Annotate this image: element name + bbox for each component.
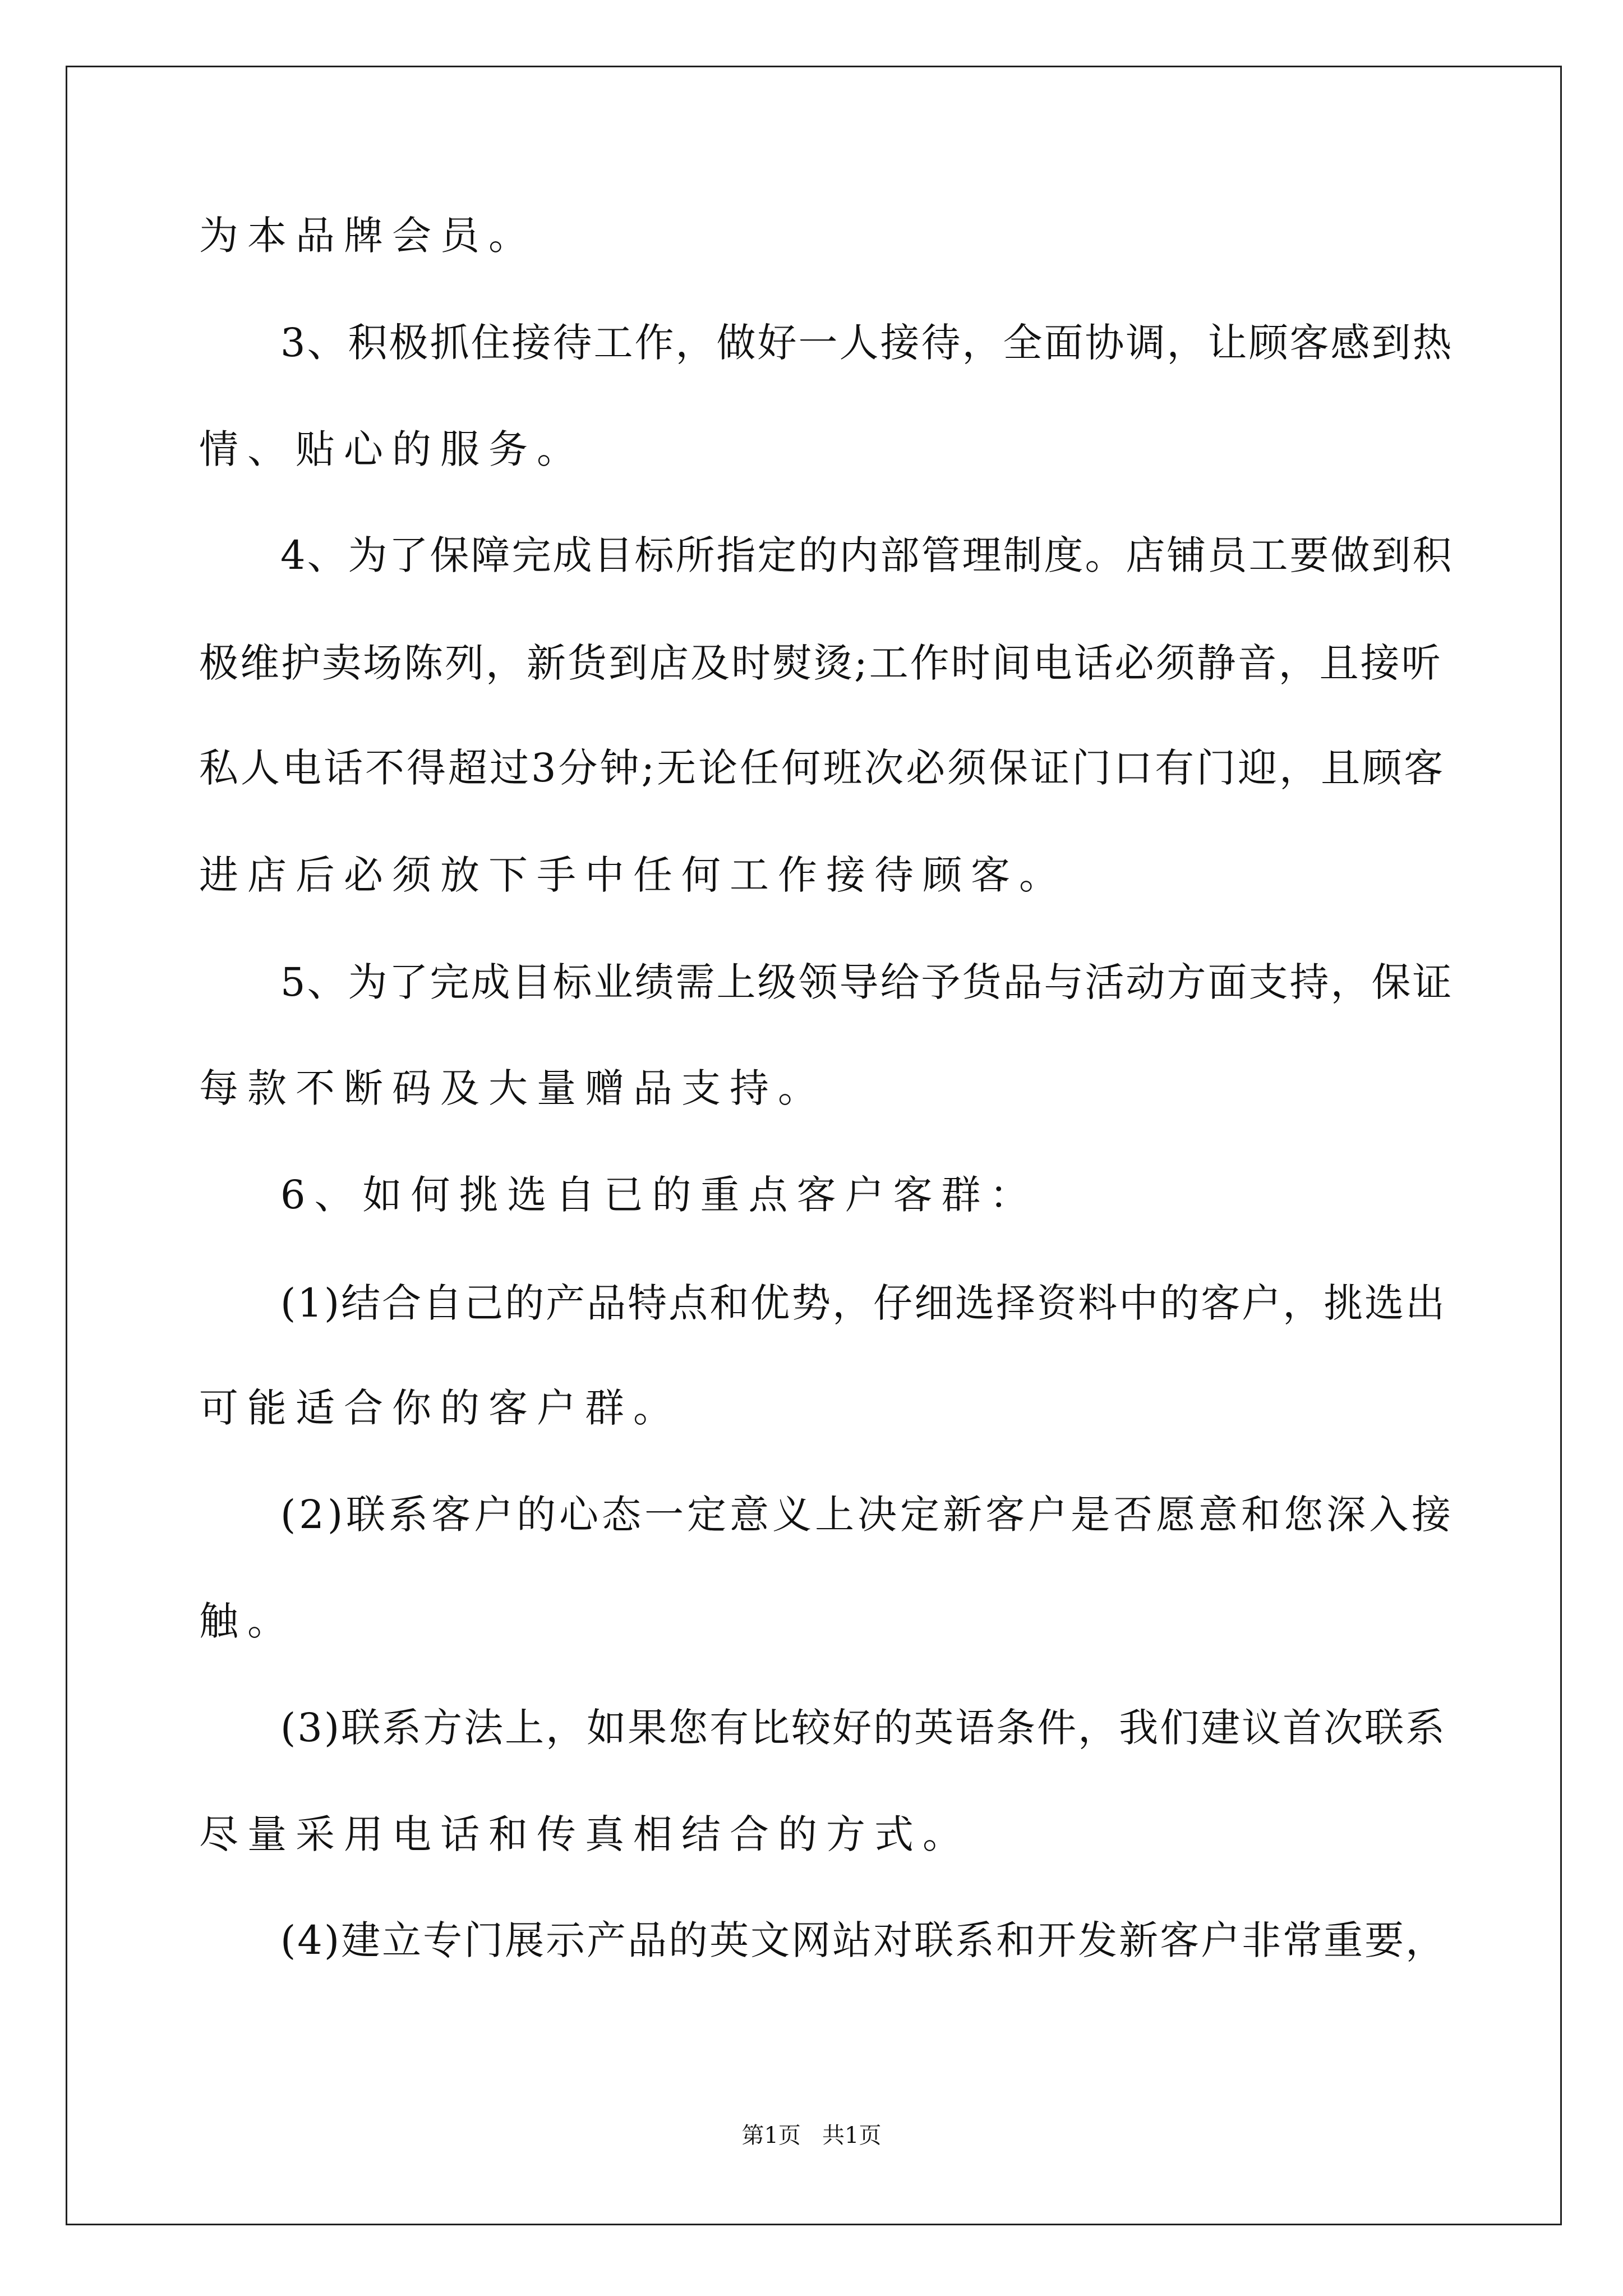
text-line: 每款不断码及大量赠品支持。 (199, 1065, 826, 1111)
text-line: 4、为了保障完成目标所指定的内部管理制度。店铺员工要做到积 (280, 532, 1454, 578)
text-line: 可能适合你的客户群。 (199, 1385, 681, 1431)
text-line: (4)建立专门展示产品的英文网站对联系和开发新客户非常重要， (280, 1917, 1447, 1963)
text-line: 情、贴心的服务。 (199, 426, 585, 472)
page-border (66, 66, 1562, 2225)
text-line: 尽量采用电话和传真相结合的方式。 (199, 1811, 971, 1857)
text-line: 5、为了完成目标业绩需上级领导给予货品与活动方面支持，保证 (280, 959, 1454, 1005)
text-line: (2)联系客户的心态一定意义上决定新客户是否愿意和您深入接 (280, 1492, 1455, 1538)
text-line: (3)联系方法上，如果您有比较好的英语条件，我们建议首次联系 (280, 1705, 1447, 1751)
text-line: 触。 (199, 1598, 296, 1644)
text-line: 为本品牌会员。 (199, 213, 537, 259)
text-line: 私人电话不得超过3分钟;无论任何班次必须保证门口有门迎，且顾客 (199, 745, 1446, 791)
text-line: (1)结合自己的产品特点和优势，仔细选择资料中的客户，挑选出 (280, 1280, 1447, 1326)
text-line: 3、积极抓住接待工作，做好一人接待，全面协调，让顾客感到热 (280, 320, 1454, 366)
text-line: 6、如何挑选自已的重点客户客群： (280, 1172, 1038, 1218)
page-footer: 第1页 共1页 (741, 2123, 882, 2148)
text-line: 极维护卖场陈列，新货到店及时熨烫;工作时间电话必须静音，且接听 (199, 640, 1442, 686)
text-line: 进店后必须放下手中任何工作接待顾客。 (199, 852, 1067, 898)
